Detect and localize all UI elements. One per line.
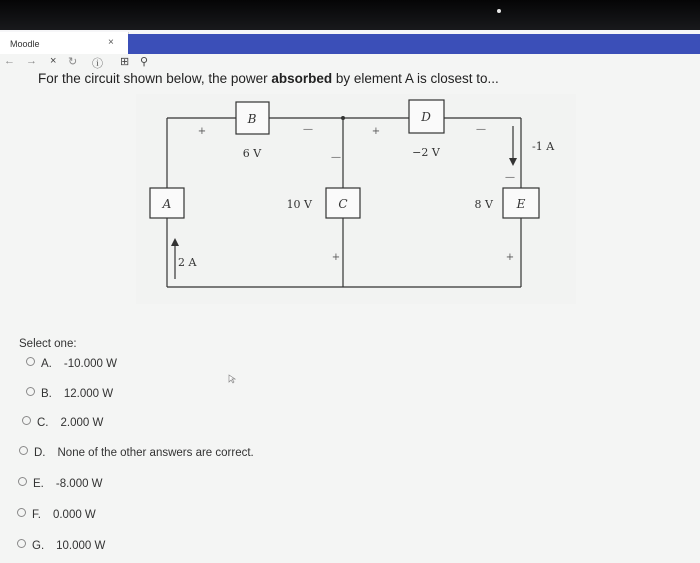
mouse-cursor-icon [228, 374, 236, 386]
radio-icon[interactable] [26, 387, 35, 396]
radio-icon[interactable] [17, 508, 26, 517]
refresh-icon[interactable]: ↻ [68, 56, 78, 68]
polarity-c-minus: — [331, 152, 341, 163]
polarity-e-minus: — [505, 172, 515, 183]
option-text: -10.000 W [63, 358, 117, 370]
answer-option-g[interactable] [17, 539, 105, 552]
voltage-e-label: 8 V [474, 198, 493, 211]
polarity-d-minus: — [476, 124, 486, 135]
question-bold-word: absorbed [271, 71, 333, 86]
polarity-e-plus: + [505, 252, 515, 263]
voltage-b-label: 6 V [242, 147, 262, 160]
tab-title: Moodle [10, 39, 40, 49]
arrowhead-a [171, 238, 179, 246]
element-c-label: C [338, 197, 348, 211]
junction-dot [341, 116, 345, 120]
question-suffix: by element A is closest to... [332, 71, 499, 86]
close-icon[interactable]: × [108, 37, 114, 48]
element-a-label: A [162, 197, 172, 211]
circuit-figure [136, 94, 576, 304]
option-text: 2.000 W [60, 417, 104, 429]
arrowhead-e [509, 158, 517, 166]
option-text: 12.000 W [63, 388, 114, 400]
polarity-b-plus: + [197, 126, 207, 137]
laptop-bezel [0, 0, 700, 34]
option-letter: D. [34, 447, 46, 459]
reader-icon[interactable]: ⊞ [120, 56, 130, 68]
back-arrow-icon[interactable]: ← [4, 55, 15, 67]
search-icon[interactable]: ⚲ [140, 56, 149, 68]
option-text: 10.000 W [56, 540, 106, 552]
option-text: None of the other answers are correct. [57, 447, 254, 459]
info-icon[interactable]: ⓘ [92, 58, 103, 70]
element-e-label: E [516, 197, 526, 211]
answer-option-e[interactable] [18, 477, 103, 490]
question-prefix: For the circuit shown below, the power [38, 71, 272, 86]
current-a-label: 2 A [178, 256, 197, 269]
radio-icon[interactable] [19, 446, 28, 455]
radio-icon[interactable] [17, 539, 26, 548]
polarity-d-plus: + [371, 126, 381, 137]
option-text: 0.000 W [52, 509, 96, 521]
voltage-d-label: −2 V [412, 146, 440, 159]
element-d-label: D [421, 110, 431, 124]
answer-option-a[interactable] [26, 357, 117, 370]
option-letter: E. [33, 478, 44, 490]
answer-option-f[interactable] [17, 508, 96, 521]
forward-arrow-icon[interactable]: → [26, 55, 37, 67]
select-one-label: Select one: [19, 338, 77, 350]
radio-icon[interactable] [22, 416, 31, 425]
circuit-diagram [136, 94, 576, 304]
radio-icon[interactable] [26, 357, 35, 366]
polarity-b-minus: — [303, 124, 313, 135]
stop-icon[interactable]: × [50, 55, 57, 67]
browser-window [0, 30, 700, 563]
radio-icon[interactable] [18, 477, 27, 486]
question-text [38, 71, 499, 86]
option-letter: A. [41, 358, 52, 370]
tab-bar [0, 30, 700, 54]
option-letter: F. [32, 509, 41, 521]
navigation-bar [0, 54, 700, 72]
option-letter: B. [41, 388, 52, 400]
answer-option-d[interactable] [19, 446, 254, 459]
answer-option-c[interactable] [22, 416, 103, 429]
option-letter: C. [37, 417, 49, 429]
answer-option-b[interactable] [26, 387, 113, 400]
element-b-label: B [247, 112, 257, 126]
polarity-c-plus: + [331, 252, 341, 263]
browser-tab[interactable] [0, 32, 129, 54]
option-text: -8.000 W [55, 478, 103, 490]
current-e-label: -1 A [532, 140, 555, 153]
option-letter: G. [32, 540, 45, 552]
tab-strip [128, 34, 700, 54]
camera-indicator [497, 9, 501, 13]
voltage-c-label: 10 V [286, 198, 312, 211]
